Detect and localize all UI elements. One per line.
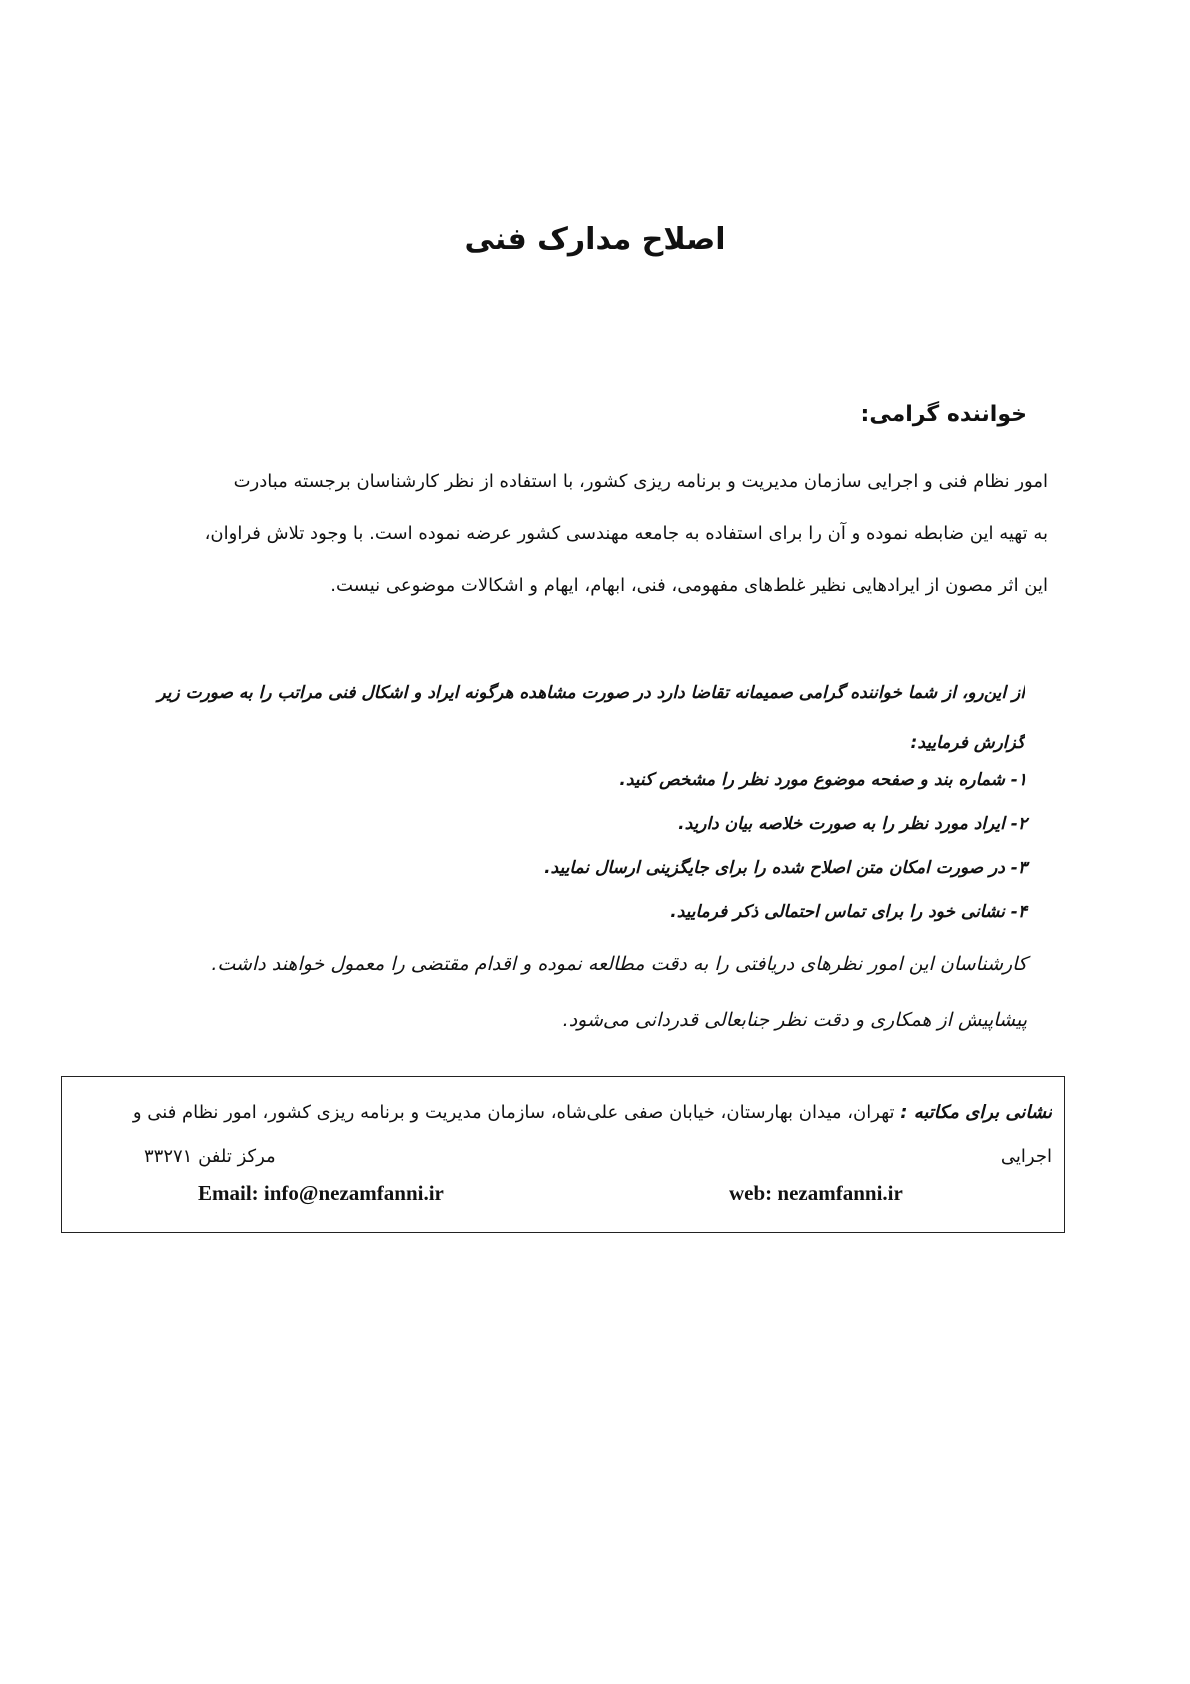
list-item: ۲- ایراد مورد نظر را به صورت خلاصه بیان دارید.	[678, 814, 1027, 834]
closing-paragraph	[211, 936, 1027, 1048]
email-address: Email: info@nezamfanni.ir	[198, 1181, 444, 1205]
intro-paragraph	[110, 456, 1048, 612]
website-address: web: nezamfanni.ir	[729, 1181, 903, 1205]
address-label: نشانی برای مکاتبه :	[900, 1102, 1052, 1123]
address-line: اجرایی	[1000, 1146, 1052, 1167]
request-paragraph	[110, 668, 1025, 768]
intro-line: این اثر مصون از ایرادهایی نظیر غلط‌های مفهومی، فنی، ابهام، ایهام و اشکالات موضوعی نیست.	[330, 575, 1048, 596]
phone-center: مرکز تلفن ۳۳۲۷۱	[144, 1146, 276, 1167]
list-item: ۳- در صورت امکان متن اصلاح شده را برای جایگزینی ارسال نمایید.	[544, 858, 1027, 878]
request-line: از این‌رو، از شما خواننده گرامی صمیمانه تقاضا دارد در صورت مشاهده هرگونه ایراد و اشکال فنی مراتب را به صورت زیر	[157, 683, 1025, 703]
page-title: اصلاح مدارک فنی	[464, 222, 726, 257]
closing-line: پیشاپیش از همکاری و دقت نظر جنابعالی قدردانی می‌شود.	[562, 1009, 1027, 1031]
list-item: ۴- نشانی خود را برای تماس احتمالی ذکر فرمایید.	[670, 902, 1027, 922]
intro-line: امور نظام فنی و اجرایی سازمان مدیریت و برنامه ریزی کشور، با استفاده از نظر کارشناسان برجسته مبادرت	[233, 471, 1048, 492]
address-text: تهران، میدان بهارستان، خیابان صفی علی‌شاه، سازمان مدیریت و برنامه ریزی کشور، امور نظام فنی و	[132, 1102, 901, 1123]
steps-list	[544, 758, 1027, 934]
greeting-heading: خواننده گرامی:	[860, 402, 1027, 427]
contact-box	[61, 1076, 1065, 1233]
closing-line: کارشناسان این امور نظرهای دریافتی را به دقت مطالعه نموده و اقدام مقتضی را معمول خواهند داشت.	[211, 953, 1027, 975]
intro-line: به تهیه این ضابطه نموده و آن را برای استفاده به جامعه مهندسی کشور عرضه نموده است. با وجود تلاش فراوان،	[204, 523, 1048, 544]
address-line	[72, 1091, 1052, 1135]
request-line: گزارش فرمایید:	[910, 733, 1025, 753]
list-item: ۱- شماره بند و صفحه موضوع مورد نظر را مشخص کنید.	[619, 770, 1027, 790]
